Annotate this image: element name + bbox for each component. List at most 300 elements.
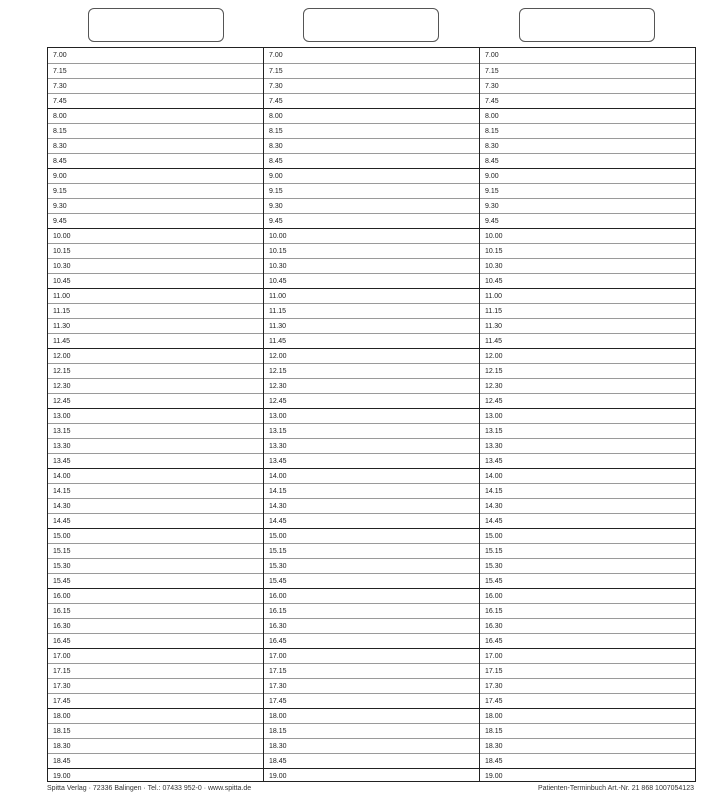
time-slot-label: 19.00 (485, 773, 503, 780)
time-slot-row[interactable] (480, 318, 695, 333)
time-slot-label: 9.45 (485, 218, 499, 225)
time-slot-label: 15.00 (485, 533, 503, 540)
time-slot-row[interactable] (264, 723, 479, 738)
time-slot-row[interactable] (48, 108, 263, 123)
time-slot-row[interactable] (48, 198, 263, 213)
time-slot-row[interactable] (264, 333, 479, 348)
time-slot-label: 18.15 (53, 728, 71, 735)
time-slot-row[interactable] (264, 423, 479, 438)
time-slot-label: 17.30 (53, 683, 71, 690)
time-slot-label: 14.00 (485, 473, 503, 480)
time-slot-label: 13.15 (53, 428, 71, 435)
time-slot-label: 16.00 (485, 593, 503, 600)
time-slot-row[interactable] (264, 198, 479, 213)
time-slot-row[interactable] (48, 288, 263, 303)
time-slot-label: 18.15 (485, 728, 503, 735)
time-slot-row[interactable] (48, 393, 263, 408)
time-slot-row[interactable] (48, 543, 263, 558)
time-slot-label: 17.45 (269, 698, 287, 705)
time-slot-label: 15.30 (269, 563, 287, 570)
time-slot-label: 13.15 (269, 428, 287, 435)
time-slot-label: 9.00 (485, 173, 499, 180)
time-slot-row[interactable] (480, 423, 695, 438)
time-slot-row[interactable] (480, 48, 695, 63)
time-slot-row[interactable] (264, 633, 479, 648)
time-slot-row[interactable] (480, 753, 695, 768)
time-slot-row[interactable] (48, 588, 263, 603)
time-slot-label: 13.30 (269, 443, 287, 450)
time-slot-row[interactable] (48, 213, 263, 228)
time-slot-label: 10.30 (269, 263, 287, 270)
time-slot-label: 9.30 (269, 203, 283, 210)
time-slot-label: 11.30 (53, 323, 70, 330)
time-slot-row[interactable] (264, 693, 479, 708)
time-slot-row[interactable] (264, 168, 479, 183)
time-slot-row[interactable] (480, 633, 695, 648)
time-slot-label: 8.30 (53, 143, 67, 150)
time-slot-label: 11.00 (269, 293, 286, 300)
time-slot-label: 8.00 (485, 113, 499, 120)
time-slot-label: 14.30 (269, 503, 287, 510)
time-slot-label: 16.45 (269, 638, 287, 645)
time-slot-label: 17.30 (269, 683, 287, 690)
time-slot-label: 17.15 (485, 668, 503, 675)
time-slot-row[interactable] (480, 123, 695, 138)
time-slot-label: 12.15 (53, 368, 71, 375)
time-slot-row[interactable] (264, 648, 479, 663)
time-slot-label: 14.30 (53, 503, 71, 510)
time-slot-row[interactable] (264, 363, 479, 378)
time-slot-row[interactable] (264, 498, 479, 513)
time-slot-row[interactable] (264, 753, 479, 768)
time-slot-label: 15.45 (53, 578, 71, 585)
time-slot-row[interactable] (48, 483, 263, 498)
time-slot-label: 12.30 (485, 383, 503, 390)
column-header-box-2[interactable] (303, 8, 439, 42)
time-slot-label: 13.45 (269, 458, 287, 465)
time-slot-label: 8.45 (485, 158, 499, 165)
time-slot-row[interactable] (264, 678, 479, 693)
time-slot-label: 14.45 (485, 518, 503, 525)
time-slot-row[interactable] (480, 363, 695, 378)
time-slot-row[interactable] (48, 693, 263, 708)
time-slot-label: 11.00 (53, 293, 70, 300)
time-slot-label: 14.30 (485, 503, 503, 510)
time-slot-row[interactable] (480, 498, 695, 513)
time-slot-row[interactable] (480, 168, 695, 183)
time-slot-row[interactable] (480, 393, 695, 408)
time-slot-row[interactable] (48, 468, 263, 483)
time-slot-row[interactable] (48, 48, 263, 63)
time-slot-label: 12.45 (53, 398, 71, 405)
time-slot-row[interactable] (264, 558, 479, 573)
time-slot-row[interactable] (264, 123, 479, 138)
time-slot-row[interactable] (480, 663, 695, 678)
time-slot-label: 7.15 (485, 68, 499, 75)
time-slot-row[interactable] (480, 78, 695, 93)
time-slot-row[interactable] (48, 183, 263, 198)
time-slot-row[interactable] (264, 483, 479, 498)
time-slot-label: 17.45 (485, 698, 503, 705)
time-slot-row[interactable] (264, 738, 479, 753)
time-slot-label: 12.30 (269, 383, 287, 390)
footer-publisher: Spitta Verlag · 72336 Balingen · Tel.: 07433 952-0 · www.spitta.de (47, 785, 252, 792)
time-slot-label: 9.30 (53, 203, 67, 210)
time-slot-row[interactable] (480, 348, 695, 363)
time-slot-row[interactable] (480, 198, 695, 213)
time-slot-row[interactable] (480, 138, 695, 153)
time-slot-label: 12.45 (269, 398, 287, 405)
time-slot-row[interactable] (48, 423, 263, 438)
time-slot-row[interactable] (480, 768, 695, 783)
time-slot-row[interactable] (264, 663, 479, 678)
time-slot-label: 18.45 (53, 758, 71, 765)
time-slot-label: 18.00 (269, 713, 287, 720)
time-slot-row[interactable] (48, 618, 263, 633)
time-slot-label: 15.15 (485, 548, 503, 555)
time-slot-label: 12.15 (485, 368, 503, 375)
time-slot-label: 13.00 (53, 413, 71, 420)
time-slot-label: 16.00 (53, 593, 71, 600)
time-slot-label: 15.00 (269, 533, 287, 540)
time-slot-label: 11.15 (269, 308, 286, 315)
time-slot-row[interactable] (48, 453, 263, 468)
time-slot-row[interactable] (48, 93, 263, 108)
time-slot-row[interactable] (480, 408, 695, 423)
time-slot-label: 17.45 (53, 698, 71, 705)
time-slot-row[interactable] (480, 468, 695, 483)
time-slot-label: 11.45 (269, 338, 286, 345)
time-slot-row[interactable] (264, 318, 479, 333)
time-slot-row[interactable] (48, 243, 263, 258)
time-slot-label: 7.00 (485, 52, 499, 59)
time-slot-label: 16.30 (53, 623, 71, 630)
appointment-column-3 (479, 48, 695, 781)
time-slot-label: 13.30 (53, 443, 71, 450)
time-slot-row[interactable] (480, 303, 695, 318)
time-slot-label: 7.30 (53, 83, 67, 90)
time-slot-label: 12.45 (485, 398, 503, 405)
time-slot-row[interactable] (480, 483, 695, 498)
time-slot-label: 7.30 (269, 83, 283, 90)
time-slot-label: 16.30 (485, 623, 503, 630)
time-slot-row[interactable] (48, 708, 263, 723)
time-slot-label: 16.15 (269, 608, 287, 615)
time-slot-label: 10.15 (485, 248, 503, 255)
time-slot-label: 7.00 (269, 52, 283, 59)
time-slot-row[interactable] (48, 153, 263, 168)
time-slot-label: 14.45 (269, 518, 287, 525)
time-slot-row[interactable] (48, 603, 263, 618)
time-slot-row[interactable] (480, 273, 695, 288)
time-slot-row[interactable] (48, 303, 263, 318)
time-slot-label: 15.00 (53, 533, 71, 540)
time-slot-label: 12.15 (269, 368, 287, 375)
time-slot-label: 17.00 (485, 653, 503, 660)
time-slot-label: 9.00 (53, 173, 67, 180)
time-slot-row[interactable] (48, 138, 263, 153)
time-slot-row[interactable] (480, 693, 695, 708)
time-slot-label: 11.45 (485, 338, 502, 345)
time-slot-row[interactable] (264, 528, 479, 543)
time-slot-row[interactable] (264, 288, 479, 303)
time-slot-label: 13.30 (485, 443, 503, 450)
time-slot-label: 14.15 (485, 488, 503, 495)
appointment-column-1 (48, 48, 263, 781)
time-slot-row[interactable] (480, 153, 695, 168)
time-slot-row[interactable] (264, 513, 479, 528)
time-slot-row[interactable] (264, 93, 479, 108)
time-slot-label: 9.15 (53, 188, 67, 195)
time-slot-row[interactable] (480, 603, 695, 618)
time-slot-label: 7.45 (485, 98, 499, 105)
time-slot-label: 18.00 (53, 713, 71, 720)
time-slot-row[interactable] (264, 543, 479, 558)
time-slot-row[interactable] (264, 768, 479, 783)
time-slot-label: 17.00 (53, 653, 71, 660)
time-slot-label: 7.45 (269, 98, 283, 105)
time-slot-row[interactable] (480, 108, 695, 123)
time-slot-label: 15.30 (485, 563, 503, 570)
time-slot-row[interactable] (264, 48, 479, 63)
time-slot-row[interactable] (480, 588, 695, 603)
time-slot-label: 15.45 (485, 578, 503, 585)
time-slot-label: 8.15 (53, 128, 67, 135)
time-slot-row[interactable] (264, 438, 479, 453)
time-slot-row[interactable] (48, 498, 263, 513)
time-slot-row[interactable] (264, 378, 479, 393)
time-slot-label: 9.45 (269, 218, 283, 225)
time-slot-label: 8.00 (269, 113, 283, 120)
time-slot-row[interactable] (480, 558, 695, 573)
time-slot-label: 9.30 (485, 203, 499, 210)
time-slot-row[interactable] (264, 243, 479, 258)
appointment-column-2 (263, 48, 479, 781)
time-slot-label: 13.45 (53, 458, 71, 465)
time-slot-row[interactable] (264, 78, 479, 93)
time-slot-row[interactable] (480, 438, 695, 453)
time-slot-row[interactable] (264, 183, 479, 198)
time-slot-label: 16.30 (269, 623, 287, 630)
time-slot-label: 15.30 (53, 563, 71, 570)
time-slot-row[interactable] (264, 708, 479, 723)
time-slot-label: 11.30 (269, 323, 286, 330)
time-slot-row[interactable] (264, 453, 479, 468)
time-slot-label: 17.00 (269, 653, 287, 660)
time-slot-row[interactable] (48, 438, 263, 453)
time-slot-row[interactable] (48, 348, 263, 363)
time-slot-label: 15.15 (53, 548, 71, 555)
time-slot-label: 8.15 (485, 128, 499, 135)
time-slot-row[interactable] (48, 228, 263, 243)
time-slot-row[interactable] (264, 618, 479, 633)
time-slot-row[interactable] (48, 753, 263, 768)
time-slot-row[interactable] (480, 213, 695, 228)
time-slot-row[interactable] (48, 273, 263, 288)
time-slot-row[interactable] (48, 363, 263, 378)
time-slot-row[interactable] (48, 723, 263, 738)
time-slot-label: 9.15 (269, 188, 283, 195)
time-slot-label: 14.00 (53, 473, 71, 480)
time-slot-label: 13.00 (269, 413, 287, 420)
time-slot-row[interactable] (480, 453, 695, 468)
time-slot-row[interactable] (480, 93, 695, 108)
time-slot-row[interactable] (48, 378, 263, 393)
time-slot-row[interactable] (48, 333, 263, 348)
time-slot-row[interactable] (264, 348, 479, 363)
time-slot-row[interactable] (264, 153, 479, 168)
time-slot-label: 10.00 (269, 233, 287, 240)
time-slot-label: 18.15 (269, 728, 287, 735)
time-slot-row[interactable] (480, 63, 695, 78)
time-slot-label: 8.30 (269, 143, 283, 150)
time-slot-row[interactable] (480, 183, 695, 198)
time-slot-label: 14.15 (269, 488, 287, 495)
time-slot-row[interactable] (264, 588, 479, 603)
time-slot-row[interactable] (264, 108, 479, 123)
time-slot-row[interactable] (264, 138, 479, 153)
time-slot-row[interactable] (480, 618, 695, 633)
time-slot-label: 7.15 (269, 68, 283, 75)
column-header-box-1[interactable] (88, 8, 224, 42)
time-slot-row[interactable] (480, 333, 695, 348)
time-slot-row[interactable] (264, 63, 479, 78)
time-slot-label: 10.00 (485, 233, 503, 240)
time-slot-label: 10.30 (485, 263, 503, 270)
time-slot-row[interactable] (480, 573, 695, 588)
time-slot-row[interactable] (264, 258, 479, 273)
time-slot-row[interactable] (48, 258, 263, 273)
time-slot-label: 12.00 (485, 353, 503, 360)
time-slot-label: 18.45 (485, 758, 503, 765)
time-slot-label: 12.00 (53, 353, 71, 360)
time-slot-row[interactable] (264, 408, 479, 423)
time-slot-label: 19.00 (269, 773, 287, 780)
time-slot-row[interactable] (48, 558, 263, 573)
footer-article-info: Patienten-Terminbuch Art.-Nr. 21 868 1007054123 (537, 785, 694, 792)
time-slot-label: 11.15 (53, 308, 70, 315)
time-slot-row[interactable] (264, 303, 479, 318)
time-slot-row[interactable] (480, 513, 695, 528)
time-slot-row[interactable] (480, 723, 695, 738)
time-slot-label: 10.30 (53, 263, 71, 270)
time-slot-row[interactable] (264, 573, 479, 588)
time-slot-row[interactable] (48, 528, 263, 543)
time-slot-label: 12.30 (53, 383, 71, 390)
time-slot-label: 11.00 (485, 293, 502, 300)
time-slot-label: 10.15 (53, 248, 71, 255)
time-slot-label: 10.45 (53, 278, 71, 285)
appointment-grid (47, 47, 696, 782)
time-slot-label: 16.45 (485, 638, 503, 645)
time-slot-label: 11.45 (53, 338, 70, 345)
time-slot-label: 18.45 (269, 758, 287, 765)
time-slot-label: 11.15 (485, 308, 502, 315)
time-slot-row[interactable] (48, 318, 263, 333)
time-slot-label: 13.00 (485, 413, 503, 420)
time-slot-label: 9.00 (269, 173, 283, 180)
time-slot-label: 8.45 (269, 158, 283, 165)
time-slot-label: 17.15 (269, 668, 287, 675)
time-slot-label: 17.15 (53, 668, 71, 675)
time-slot-row[interactable] (48, 78, 263, 93)
time-slot-row[interactable] (480, 378, 695, 393)
time-slot-row[interactable] (480, 708, 695, 723)
time-slot-row[interactable] (264, 213, 479, 228)
time-slot-row[interactable] (264, 273, 479, 288)
time-slot-label: 14.15 (53, 488, 71, 495)
time-slot-label: 13.15 (485, 428, 503, 435)
time-slot-row[interactable] (264, 393, 479, 408)
time-slot-label: 10.45 (485, 278, 503, 285)
time-slot-label: 15.15 (269, 548, 287, 555)
time-slot-label: 16.00 (269, 593, 287, 600)
time-slot-label: 8.15 (269, 128, 283, 135)
time-slot-label: 14.00 (269, 473, 287, 480)
time-slot-row[interactable] (480, 648, 695, 663)
time-slot-label: 10.15 (269, 248, 287, 255)
time-slot-label: 18.30 (269, 743, 287, 750)
time-slot-label: 19.00 (53, 773, 71, 780)
time-slot-label: 11.30 (485, 323, 502, 330)
time-slot-label: 18.30 (53, 743, 71, 750)
time-slot-label: 7.15 (53, 68, 67, 75)
time-slot-label: 8.45 (53, 158, 67, 165)
time-slot-row[interactable] (264, 468, 479, 483)
time-slot-label: 10.00 (53, 233, 71, 240)
time-slot-row[interactable] (264, 228, 479, 243)
time-slot-row[interactable] (480, 528, 695, 543)
time-slot-label: 8.00 (53, 113, 67, 120)
time-slot-row[interactable] (480, 738, 695, 753)
time-slot-row[interactable] (264, 603, 479, 618)
time-slot-row[interactable] (48, 123, 263, 138)
time-slot-label: 17.30 (485, 683, 503, 690)
time-slot-label: 9.15 (485, 188, 499, 195)
time-slot-label: 16.15 (53, 608, 71, 615)
time-slot-label: 10.45 (269, 278, 287, 285)
time-slot-row[interactable] (48, 768, 263, 783)
time-slot-row[interactable] (48, 663, 263, 678)
time-slot-label: 9.45 (53, 218, 67, 225)
column-header-box-3[interactable] (519, 8, 655, 42)
time-slot-row[interactable] (48, 168, 263, 183)
time-slot-label: 14.45 (53, 518, 71, 525)
time-slot-row[interactable] (48, 633, 263, 648)
time-slot-label: 7.00 (53, 52, 67, 59)
time-slot-row[interactable] (48, 573, 263, 588)
time-slot-row[interactable] (48, 408, 263, 423)
time-slot-label: 16.45 (53, 638, 71, 645)
time-slot-row[interactable] (480, 228, 695, 243)
time-slot-row[interactable] (480, 258, 695, 273)
time-slot-label: 16.15 (485, 608, 503, 615)
time-slot-row[interactable] (48, 678, 263, 693)
time-slot-row[interactable] (480, 543, 695, 558)
time-slot-row[interactable] (48, 648, 263, 663)
time-slot-label: 13.45 (485, 458, 503, 465)
time-slot-label: 7.30 (485, 83, 499, 90)
time-slot-row[interactable] (480, 243, 695, 258)
time-slot-row[interactable] (48, 738, 263, 753)
time-slot-row[interactable] (480, 288, 695, 303)
time-slot-label: 12.00 (269, 353, 287, 360)
time-slot-row[interactable] (48, 513, 263, 528)
time-slot-row[interactable] (480, 678, 695, 693)
time-slot-label: 8.30 (485, 143, 499, 150)
time-slot-label: 15.45 (269, 578, 287, 585)
time-slot-row[interactable] (48, 63, 263, 78)
